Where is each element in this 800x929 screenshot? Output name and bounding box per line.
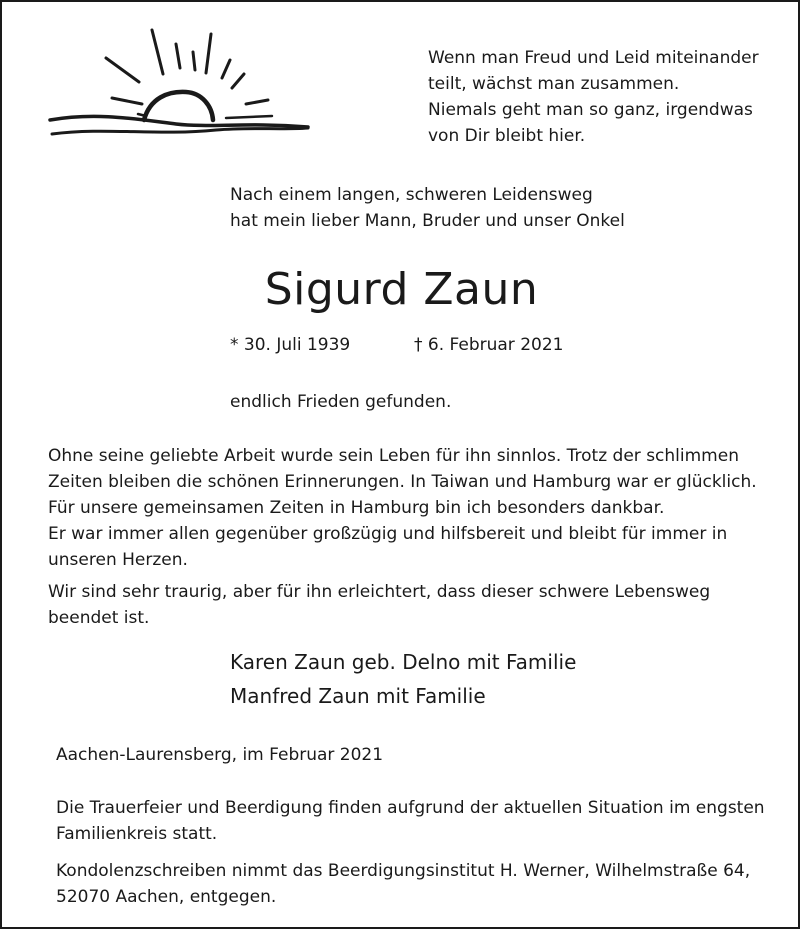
body-line: unseren Herzen. xyxy=(48,550,188,570)
funeral-line: Die Trauerfeier und Beerdigung finden aufgrund der aktuellen Situation im engsten xyxy=(56,798,765,818)
intro-line: Nach einem langen, schweren Leidensweg xyxy=(230,185,593,205)
deceased-name: Sigurd Zaun xyxy=(264,264,539,315)
poem-line: Niemals geht man so ganz, irgendwas xyxy=(428,100,753,120)
mourners-list xyxy=(230,645,576,713)
body-paragraph xyxy=(48,579,788,631)
poem-line: von Dir bleibt hier. xyxy=(428,126,586,146)
mourner-name: Manfred Zaun mit Familie xyxy=(230,684,486,708)
intro-line: hat mein lieber Mann, Bruder und unser Onkel xyxy=(230,211,625,231)
funeral-line: Familienkreis statt. xyxy=(56,824,218,844)
condolence-line: Kondolenzschreiben nimmt das Beerdigungsinstitut H. Werner, Wilhelmstraße 64, xyxy=(56,861,751,881)
body-line: Zeiten bleiben die schönen Erinnerungen. In Taiwan und Hamburg war er glücklich. xyxy=(48,472,757,492)
intro-text xyxy=(230,182,625,234)
poem-line: teilt, wächst man zusammen. xyxy=(428,74,680,94)
body-line: Wir sind sehr traurig, aber für ihn erleichtert, dass dieser schwere Lebensweg xyxy=(48,582,711,602)
condolence-line: 52070 Aachen, entgegen. xyxy=(56,887,277,907)
birth-date: * 30. Juli 1939 xyxy=(230,335,351,355)
peace-text: endlich Frieden gefunden. xyxy=(230,392,452,412)
body-line: Er war immer allen gegenüber großzügig und hilfsbereit und bleibt für immer in xyxy=(48,524,728,544)
poem-verse xyxy=(428,45,778,149)
place-date: Aachen-Laurensberg, im Februar 2021 xyxy=(56,745,384,765)
poem-line: Wenn man Freud und Leid miteinander xyxy=(428,48,759,68)
condolence-note xyxy=(56,858,750,910)
body-line: Für unsere gemeinsamen Zeiten in Hamburg bin ich besonders dankbar. xyxy=(48,498,665,518)
sunset-icon xyxy=(46,24,316,142)
mourner-name: Karen Zaun geb. Delno mit Familie xyxy=(230,650,577,674)
body-line: Ohne seine geliebte Arbeit wurde sein Leben für ihn sinnlos. Trotz der schlimmen xyxy=(48,446,739,466)
funeral-note xyxy=(56,795,765,847)
body-line: beendet ist. xyxy=(48,608,150,628)
death-date: † 6. Februar 2021 xyxy=(414,335,564,355)
body-paragraph xyxy=(48,443,788,573)
